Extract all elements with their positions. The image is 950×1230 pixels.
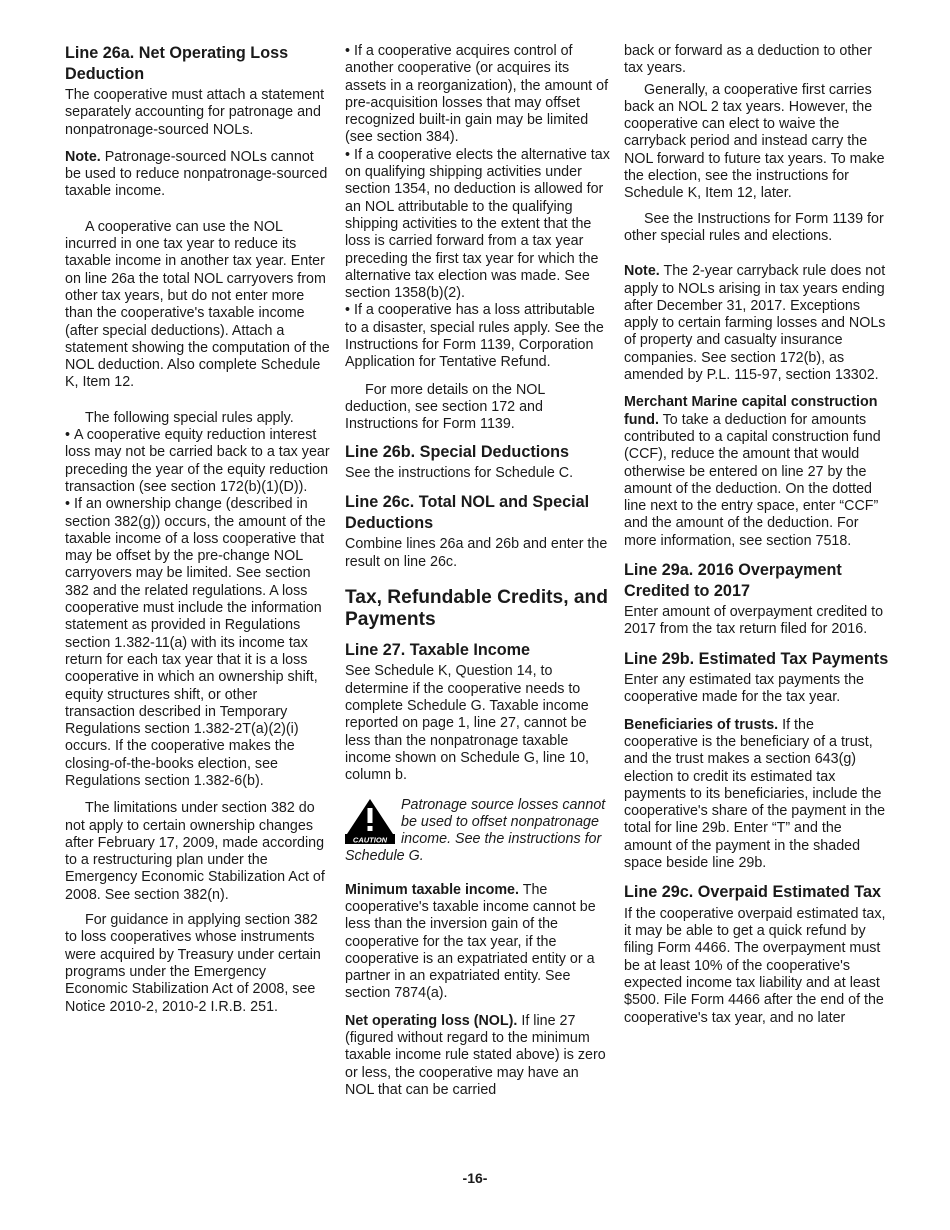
bullet-item: • If a cooperative has a loss attributable to a disaster, special rules apply. See the Instructions for Form 1139, Corporation Application for Tentative Refund. bbox=[345, 302, 610, 371]
paragraph: Enter any estimated tax payments the cooperative made for the tax year. bbox=[624, 672, 864, 706]
paragraph-text: The cooperative's taxable income cannot be less than the inversion gain of the cooperative for the tax year, if the cooperative is an expatriated entity or a partner in an expatriated entity. See section 7874(a). bbox=[345, 881, 596, 1002]
paragraph bbox=[345, 882, 610, 1003]
paragraph: The following special rules apply. bbox=[85, 409, 294, 426]
paragraph: For guidance in applying section 382 to loss cooperatives whose instruments were acquired by Treasury under certain programs under the Emergency Economic Stabilization Act of 2008, see Notice 2010-2, 2010-2 I.R.B. 251. bbox=[65, 912, 321, 1015]
bullet-item: • A cooperative equity reduction interest loss may not be carried back to a tax year preceding the year of the equity reduction transaction (see section 172(b)(1)(D)). bbox=[65, 427, 330, 496]
heading-line-26b: Line 26b. Special Deductions bbox=[345, 442, 569, 461]
run-in-heading: Net operating loss (NOL). bbox=[345, 1012, 518, 1029]
paragraph: A cooperative can use the NOL incurred in one tax year to reduce its taxable income in another tax year. Enter on line 26a the total NOL carryovers from other tax years, but do not enter more than the cooperative's taxable income (after special deductions). Attach a statement showing the computation of the NOL deduction. Also complete Schedule K, Item 12. bbox=[65, 218, 330, 391]
column-right bbox=[624, 43, 890, 1037]
note-text: The 2-year carryback rule does not apply to NOLs arising in tax years ending after December 31, 2017. Exceptions apply to certain farming losses and NOLs of property and casualty insurance companies. See section 172(b), as amended by P.L. 115-97, section 13302. bbox=[624, 263, 886, 384]
bullet-item: • If an ownership change (described in section 382(g)) occurs, the amount of the taxable income of a loss cooperative that may be offset by the pre-change NOL carryovers may be limited. See section 382 and the related regulations. A loss cooperative must include the information statement as provided in Regulations section 1.382-11(a) with its income tax return for each tax year that it is a loss cooperative in which an ownership shift, equity structures shift, or other transaction described in Temporary Regulations section 1.382-2T(a)(2)(i) occurs. If the cooperative makes the closing-of-the-books election, see Regulations section 1.382-6(b). bbox=[65, 496, 330, 790]
heading-line-26c: Line 26c. Total NOL and Special Deductions bbox=[345, 493, 590, 532]
run-in-heading: Merchant Marine capital construction fund. bbox=[624, 394, 878, 428]
paragraph: Enter amount of overpayment credited to 2017 from the tax return filed for 2016. bbox=[624, 604, 884, 638]
paragraph-text: If the cooperative is the beneficiary of a trust, and the trust makes a section 643(g) election to credit its estimated tax payments to its beneficiaries, include the cooperative's share of the payment in the total for line 29b. Enter “T” and the amount of the payment in the shaded space beside line 29b. bbox=[624, 716, 886, 872]
paragraph bbox=[345, 1013, 610, 1099]
paragraph-text: To take a deduction for amounts contributed to a capital construction fund (CCF), reduce the amount that would otherwise be entered on line 27 by the amount of the deduction. On the dotted line next to the entry space, enter “CCF” and the amount of the deduction. For more information, see section 7518. bbox=[624, 411, 881, 549]
paragraph-text: If line 27 (figured without regard to the minimum taxable income rule stated above) is zero or less, the cooperative may have an NOL that can be carried bbox=[345, 1012, 606, 1098]
paragraph: The cooperative must attach a statement separately accounting for patronage and nonpatronage-sourced NOLs. bbox=[65, 87, 325, 138]
paragraph: See Schedule K, Question 14, to determine if the cooperative needs to complete Schedule G. Taxable income reported on page 1, line 27, cannot be less than the nonpatronage taxable income shown on Schedule G, line 10, column b. bbox=[345, 663, 589, 784]
note-label: Note. bbox=[65, 148, 101, 165]
run-in-heading: Minimum taxable income. bbox=[345, 881, 519, 898]
paragraph bbox=[624, 394, 890, 550]
paragraph: Generally, a cooperative first carries back an NOL 2 tax years. However, the cooperative can elect to waive the carryback period and instead carry the NOL forward to future tax years. To make the election, see the instructions for Schedule K, Item 12, later. bbox=[624, 81, 885, 202]
note-paragraph bbox=[624, 263, 890, 384]
column-left bbox=[65, 43, 330, 1024]
bullet-item: • If a cooperative elects the alternative tax on qualifying shipping activities under section 1354, no deduction is allowed for an NOL attributable to the qualifying shipping activities to the extent that the loss is carried forward from a tax year preceding the first tax year for which the alternative tax election was made. See section 1358(b)(2). bbox=[345, 147, 610, 303]
paragraph: The limitations under section 382 do not apply to certain ownership changes after February 17, 2009, made according to a restructuring plan under the Emergency Economic Stabilization Act of 2008. See section 382(n). bbox=[65, 800, 325, 903]
note-paragraph bbox=[65, 149, 330, 201]
caution-icon bbox=[345, 798, 395, 844]
caution-block bbox=[345, 797, 610, 866]
heading-line-26a: Line 26a. Net Operating Loss Deduction bbox=[65, 44, 289, 83]
paragraph: See the Instructions for Form 1139 for other special rules and elections. bbox=[624, 210, 884, 244]
paragraph: back or forward as a deduction to other tax years. bbox=[624, 43, 872, 77]
paragraph bbox=[624, 717, 890, 873]
bullet-item: • If a cooperative acquires control of another cooperative (or acquires its assets in a reorganization), the amount of pre-acquisition losses that may offset recognized built-in gain may be limited (see section 384). bbox=[345, 43, 610, 147]
section-heading-tax: Tax, Refundable Credits, and Payments bbox=[345, 586, 608, 631]
page-number: -16- bbox=[462, 1170, 488, 1186]
column-middle bbox=[345, 43, 610, 1109]
heading-line-29c: Line 29c. Overpaid Estimated Tax bbox=[624, 883, 881, 902]
note-text: Patronage-sourced NOLs cannot be used to reduce nonpatronage-sourced taxable income. bbox=[65, 148, 328, 200]
heading-line-27: Line 27. Taxable Income bbox=[345, 640, 531, 659]
caution-label: CAUTION bbox=[352, 834, 388, 844]
paragraph: See the instructions for Schedule C. bbox=[345, 465, 574, 482]
note-label: Note. bbox=[624, 263, 660, 280]
caution-text: Patronage source losses cannot be used to offset nonpatronage income. See the instructions for Schedule G. bbox=[345, 796, 606, 865]
heading-line-29a: Line 29a. 2016 Overpayment Credited to 2017 bbox=[624, 561, 842, 600]
run-in-heading: Beneficiaries of trusts. bbox=[624, 716, 779, 733]
heading-line-29b: Line 29b. Estimated Tax Payments bbox=[624, 649, 889, 668]
paragraph: Combine lines 26a and 26b and enter the result on line 26c. bbox=[345, 536, 608, 570]
paragraph: If the cooperative overpaid estimated tax, it may be able to get a quick refund by filing Form 4466. The overpayment must be at least 10% of the cooperative's expected income tax liability and at least $500. File Form 4466 after the end of the cooperative's tax year, and no later bbox=[624, 905, 886, 1026]
paragraph: For more details on the NOL deduction, see section 172 and Instructions for Form 1139. bbox=[345, 381, 545, 433]
